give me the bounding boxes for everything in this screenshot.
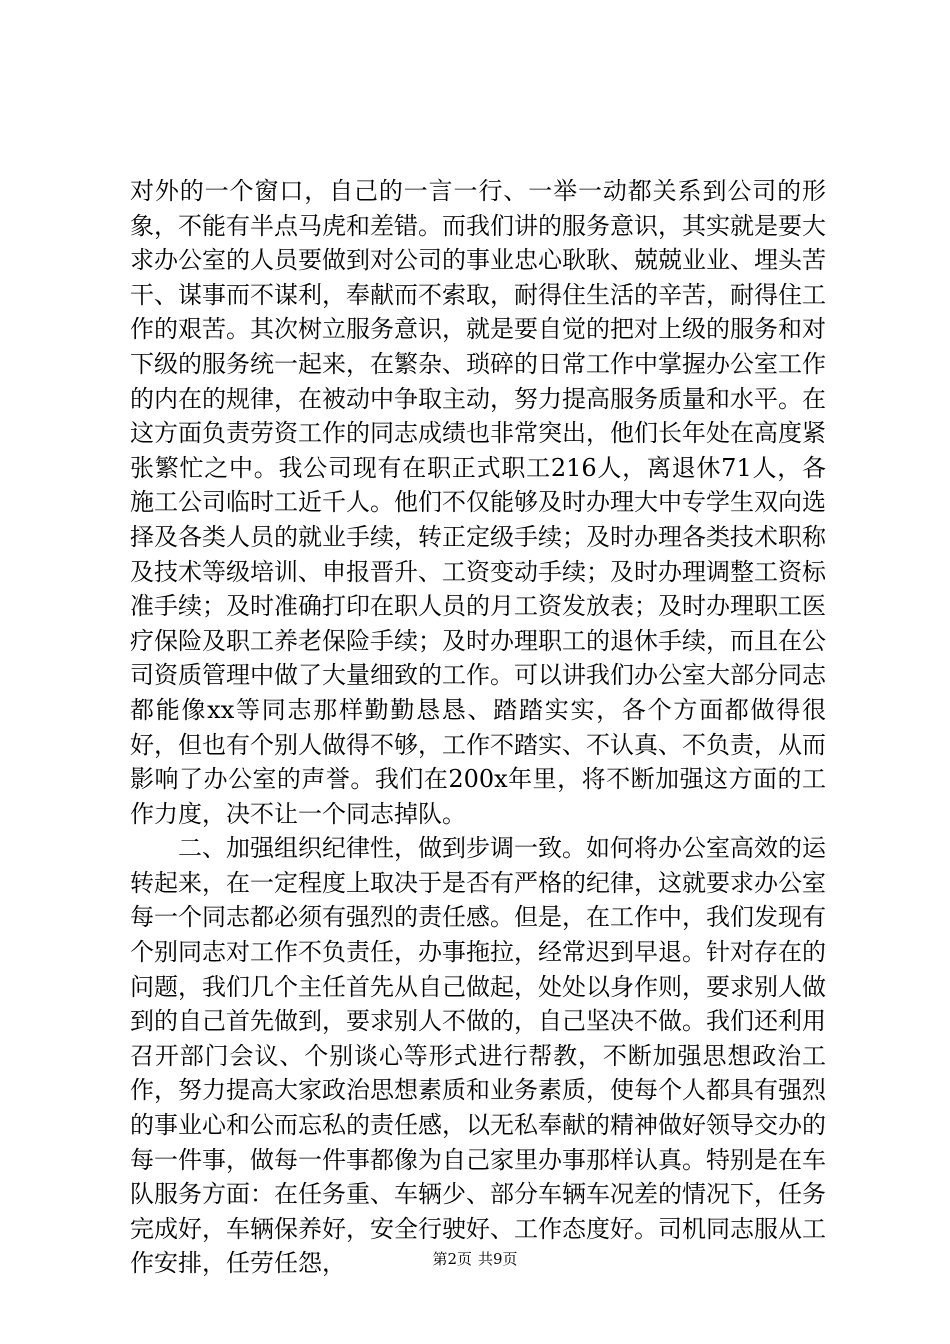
document-body xyxy=(130,174,826,1281)
paragraph-section-two: 二、加强组织纪律性，做到步调一致。如何将办公室高效的运转起来，在一定程度上取决于是否有严格的纪律，这就要求办公室每一个同志都必须有强烈的责任感。但是，在工作中，我们发现有个别同志对工作不负责任，办事拖拉，经常迟到早退。针对存在的问题，我们几个主任首先从自己做起，处处以身作则，要求别人做到的自己首先做到，要求别人不做的，自己坚决不做。我们还利用召开部门会议、个别谈心等形式进行帮教，不断加强思想政治工作，努力提高大家政治思想素质和业务素质，使每个人都具有强烈的事业心和公而忘私的责任感，以无私奉献的精神做好领导交办的每一件事，做每一件事都像为自己家里办事那样认真。特别是在车队服务方面：在任务重、车辆少、部分车辆车况差的情况下，任务完成好，车辆保养好，安全行驶好、工作态度好。司机同志服从工作安排，任劳任怨， xyxy=(130,834,826,1278)
page-footer xyxy=(0,1249,950,1269)
paragraph-continued: 对外的一个窗口，自己的一言一行、一举一动都关系到公司的形象，不能有半点马虎和差错。而我们讲的服务意识，其实就是要大求办公室的人员要做到对公司的事业忠心耿耿、兢兢业业、埋头苦干、谋事而不谋利，奉献而不索取，耐得住生活的辛苦，耐得住工作的艰苦。其次树立服务意识，就是要自觉的把对上级的服务和对下级的服务统一起来，在繁杂、琐碎的日常工作中掌握办公室工作的内在的规律，在被动中争取主动，努力提高服务质量和水平。在这方面负责劳资工作的同志成绩也非常突出，他们长年处在高度紧张繁忙之中。我公司现有在职正式职工216人，离退休71人，各施工公司临时工近千人。他们不仅能够及时办理大中专学生双向选择及各类人员的就业手续，转正定级手续；及时办理各类技术职称及技术等级培训、申报晋升、工资变动手续；及时办理调整工资标准手续；及时准确打印在职人员的月工资发放表；及时办理职工医疗保险及职工养老保险手续；及时办理职工的退休手续，而且在公司资质管理中做了大量细致的工作。可以讲我们办公室大部分同志都能像xx等同志那样勤勤恳恳、踏踏实实，各个方面都做得很好，但也有个别人做得不够，工作不踏实、不认真、不负责，从而影响了办公室的声誉。我们在200x年里，将不断加强这方面的工作力度，决不让一个同志掉队。 xyxy=(130,177,826,828)
page-number: 第2页 xyxy=(432,1250,472,1268)
page-total: 共9页 xyxy=(478,1250,518,1268)
